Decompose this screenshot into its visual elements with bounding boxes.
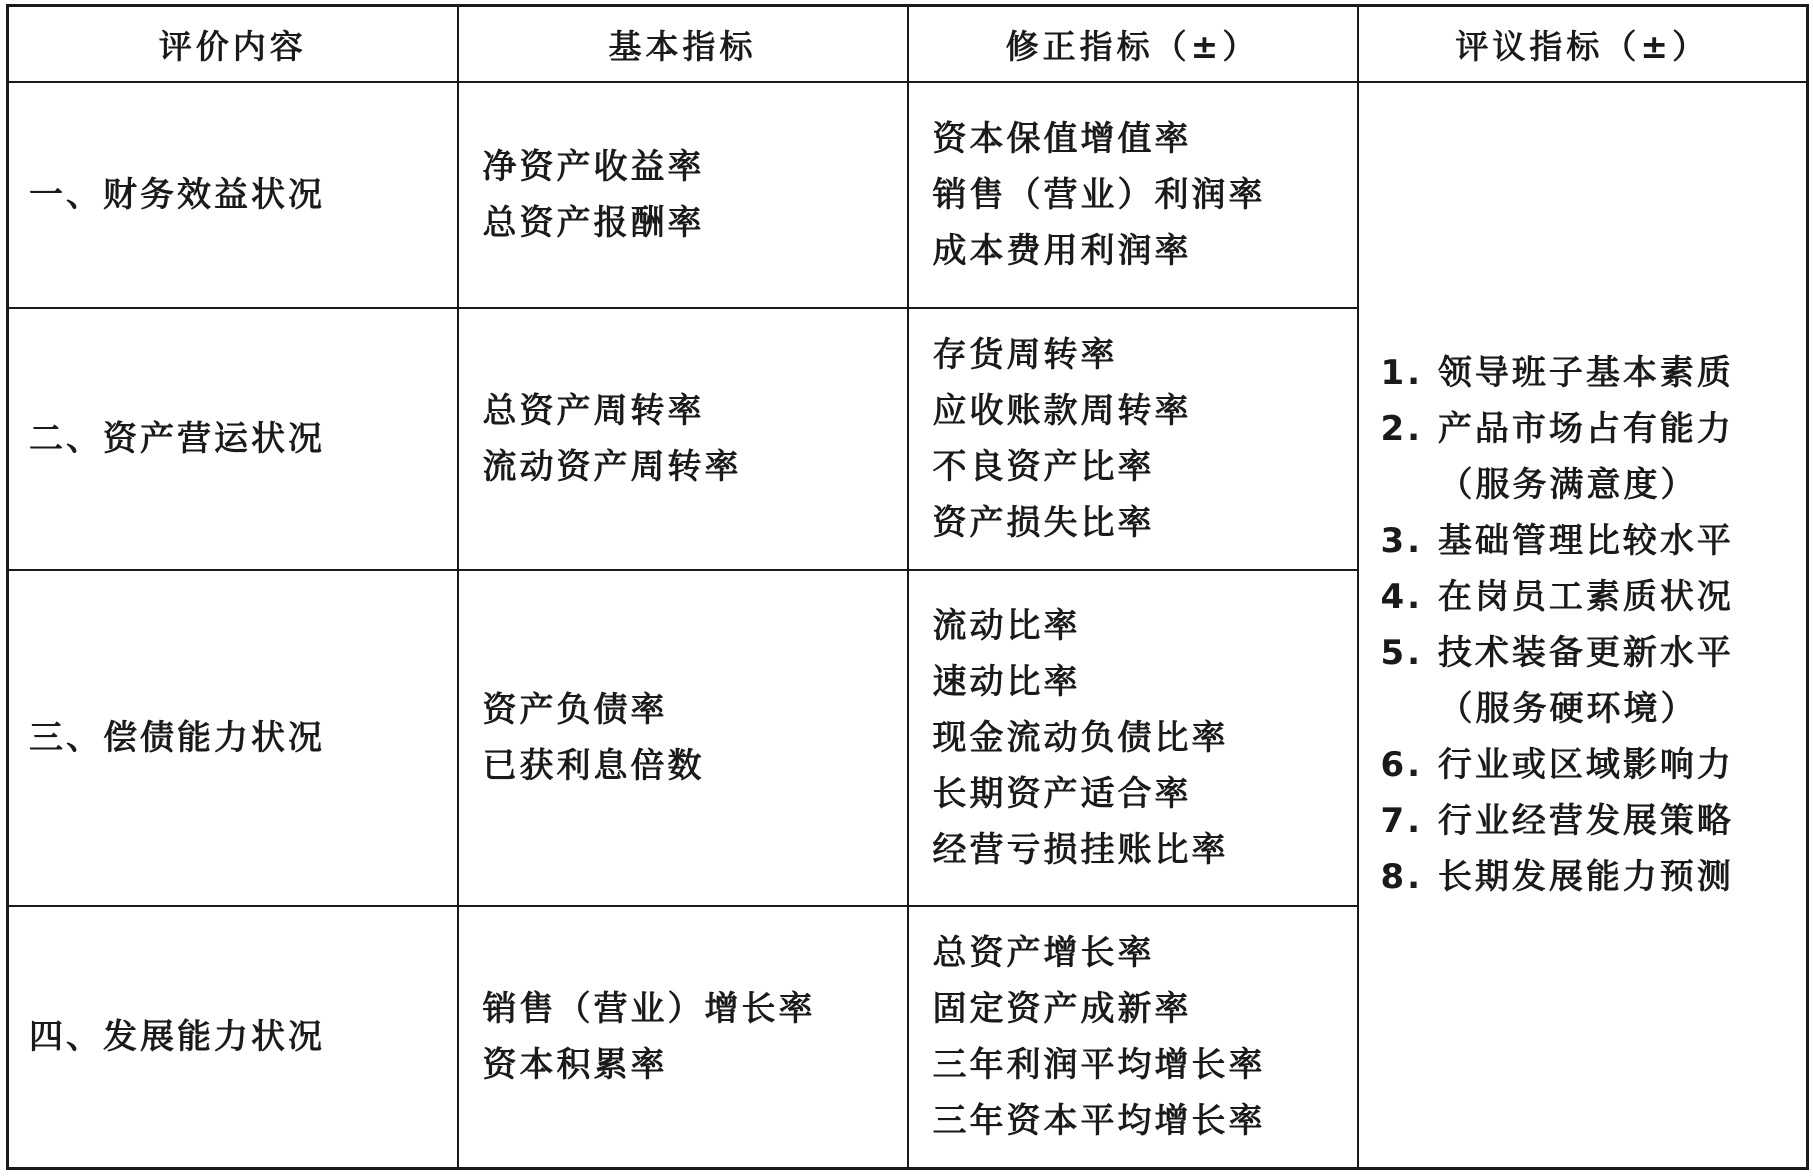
header-modified-indicators: 修正指标（±） [908, 6, 1358, 83]
basic-indicator: 销售（营业）增长率 [482, 989, 816, 1030]
modified-indicator: 现金流动负债比率 [932, 718, 1229, 759]
basic-indicators-cell [458, 82, 908, 308]
basic-indicator: 总资产周转率 [482, 391, 705, 432]
modified-indicator: 三年利润平均增长率 [932, 1045, 1266, 1086]
modified-indicator: 流动比率 [932, 606, 1081, 647]
modified-indicators-cell [908, 308, 1358, 570]
modified-indicator: 成本费用利润率 [932, 231, 1192, 272]
modified-indicator: 应收账款周转率 [932, 391, 1192, 432]
modified-indicators-cell [908, 82, 1358, 308]
review-indicator: 8. 长期发展能力预测 [1380, 857, 1734, 897]
review-indicator: 5. 技术装备更新水平 [1380, 633, 1734, 673]
basic-indicators-cell [458, 570, 908, 906]
basic-indicator: 总资产报酬率 [482, 203, 705, 244]
modified-indicator: 长期资产适合率 [932, 774, 1192, 815]
review-indicator: 3. 基础管理比较水平 [1380, 521, 1734, 561]
evaluation-indicator-table [6, 4, 1809, 1170]
modified-indicator: 资产损失比率 [932, 503, 1155, 544]
review-indicator: 1. 领导班子基本素质 [1380, 353, 1734, 393]
modified-indicators-cell [908, 906, 1358, 1168]
evaluation-content-cell: 四、发展能力状况 [8, 906, 458, 1168]
evaluation-content-cell: 三、偿债能力状况 [8, 570, 458, 906]
review-indicator: 4. 在岗员工素质状况 [1380, 577, 1734, 617]
modified-indicator: 固定资产成新率 [932, 989, 1192, 1030]
review-indicator: 2. 产品市场占有能力 [1380, 409, 1734, 449]
basic-indicator: 已获利息倍数 [482, 746, 705, 787]
basic-indicator: 资本积累率 [482, 1045, 668, 1086]
evaluation-content-cell: 一、财务效益状况 [8, 82, 458, 308]
review-indicator: 6. 行业或区域影响力 [1380, 745, 1734, 785]
table-row [8, 82, 1808, 308]
basic-indicator: 流动资产周转率 [482, 447, 742, 488]
modified-indicator: 不良资产比率 [932, 447, 1155, 488]
table-header-row [8, 6, 1808, 83]
modified-indicator: 总资产增长率 [932, 933, 1155, 974]
header-basic-indicators: 基本指标 [458, 6, 908, 83]
header-evaluation-content: 评价内容 [8, 6, 458, 83]
review-indicators-cell [1358, 82, 1808, 1169]
basic-indicator: 净资产收益率 [482, 147, 705, 188]
basic-indicator: 资产负债率 [482, 690, 668, 731]
review-indicator: 7. 行业经营发展策略 [1380, 801, 1734, 841]
review-indicator-note: （服务满意度） [1438, 465, 1698, 505]
basic-indicators-cell [458, 308, 908, 570]
header-review-indicators: 评议指标（±） [1358, 6, 1808, 83]
evaluation-content-cell: 二、资产营运状况 [8, 308, 458, 570]
review-indicator-note: （服务硬环境） [1438, 689, 1698, 729]
modified-indicator: 三年资本平均增长率 [932, 1101, 1266, 1142]
modified-indicators-cell [908, 570, 1358, 906]
modified-indicator: 经营亏损挂账比率 [932, 830, 1229, 871]
basic-indicators-cell [458, 906, 908, 1168]
modified-indicator: 速动比率 [932, 662, 1081, 703]
modified-indicator: 存货周转率 [932, 335, 1118, 376]
modified-indicator: 资本保值增值率 [932, 119, 1192, 160]
modified-indicator: 销售（营业）利润率 [932, 175, 1266, 216]
